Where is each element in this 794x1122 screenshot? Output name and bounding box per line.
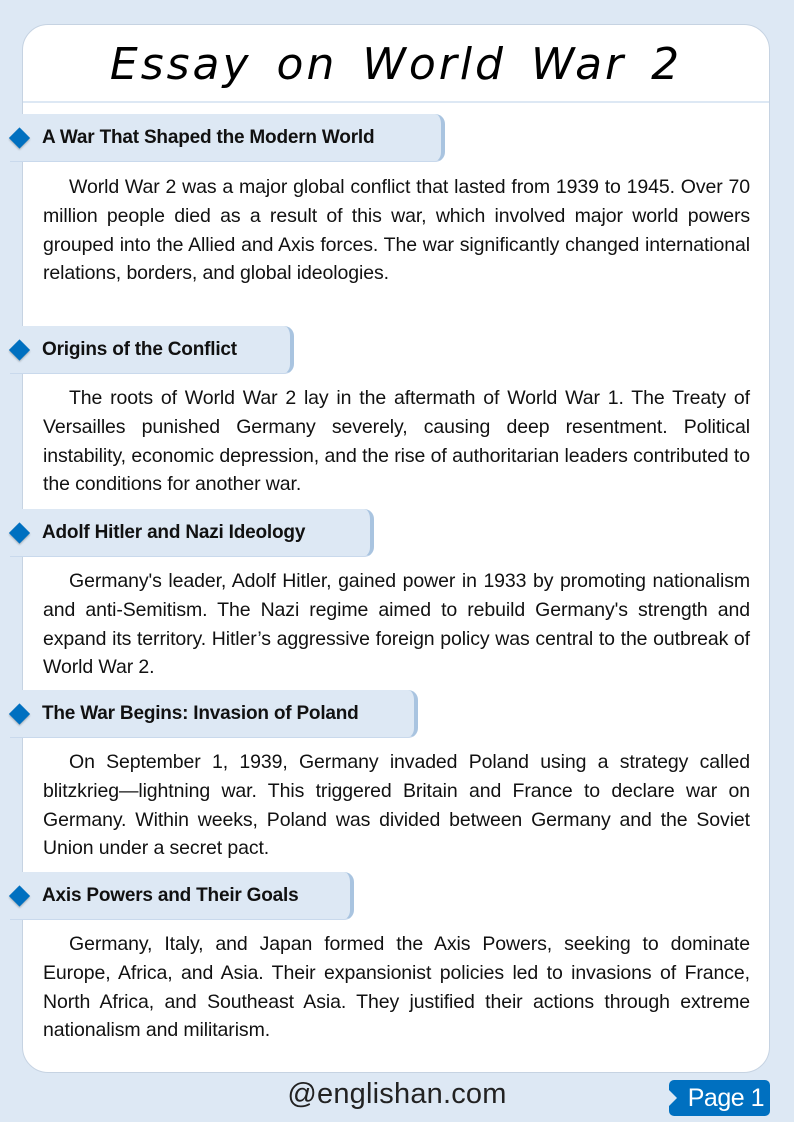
section-heading-1 xyxy=(10,114,445,162)
diamond-icon xyxy=(9,127,30,148)
site-watermark: @englishan.com xyxy=(287,1078,507,1110)
diamond-icon xyxy=(9,885,30,906)
page-number-label: Page 1 xyxy=(687,1083,764,1112)
section-heading-3 xyxy=(10,509,374,557)
section-heading-label: Adolf Hitler and Nazi Ideology xyxy=(42,521,306,543)
section-heading-label: A War That Shaped the Modern World xyxy=(42,126,375,148)
section-paragraph-2: The roots of World War 2 lay in the aftermath of World War 1. The Treaty of Versailles punished Germany severely, causing deep resentment. Political instability, economic depression, and the rise of authoritarian leaders contributed to the conditions for another war. xyxy=(43,387,750,496)
section-heading-label: Axis Powers and Their Goals xyxy=(42,884,299,906)
section-heading-label: The War Begins: Invasion of Poland xyxy=(42,702,359,724)
section-paragraph-5: Germany, Italy, and Japan formed the Axis Powers, seeking to dominate Europe, Africa, and Asia. Their expansionist policies led to invasions of France, North Africa, and Southeast Asia. They justified their actions through extreme nationalism and militarism. xyxy=(43,933,750,1042)
diamond-icon xyxy=(9,522,30,543)
section-heading-4 xyxy=(10,690,418,738)
chevron-notch-icon xyxy=(668,1089,677,1107)
title-header xyxy=(23,25,769,103)
section-paragraph-4: On September 1, 1939, Germany invaded Poland using a strategy called blitzkrieg—lightning war. This triggered Britain and France to declare war on Germany. Within weeks, Poland was divided between Germany and the Soviet Union under a secret pact. xyxy=(43,751,750,860)
section-paragraph-1: World War 2 was a major global conflict that lasted from 1939 to 1945. Over 70 million people died as a result of this war, which involved major world powers grouped into the Allied and Axis forces. The war significantly changed international relations, borders, and global ideologies. xyxy=(43,176,750,285)
diamond-icon xyxy=(9,339,30,360)
section-heading-label: Origins of the Conflict xyxy=(42,338,237,360)
section-paragraph-3: Germany's leader, Adolf Hitler, gained power in 1933 by promoting nationalism and anti-Semitism. The Nazi regime aimed to rebuild Germany's strength and expand its territory. Hitler’s aggressive foreign policy was central to the outbreak of World War 2. xyxy=(43,570,750,679)
diamond-icon xyxy=(9,703,30,724)
section-heading-5 xyxy=(10,872,354,920)
page-number-badge xyxy=(669,1080,770,1116)
section-heading-2 xyxy=(10,326,294,374)
page-title: Essay on World War 2 xyxy=(109,38,683,90)
